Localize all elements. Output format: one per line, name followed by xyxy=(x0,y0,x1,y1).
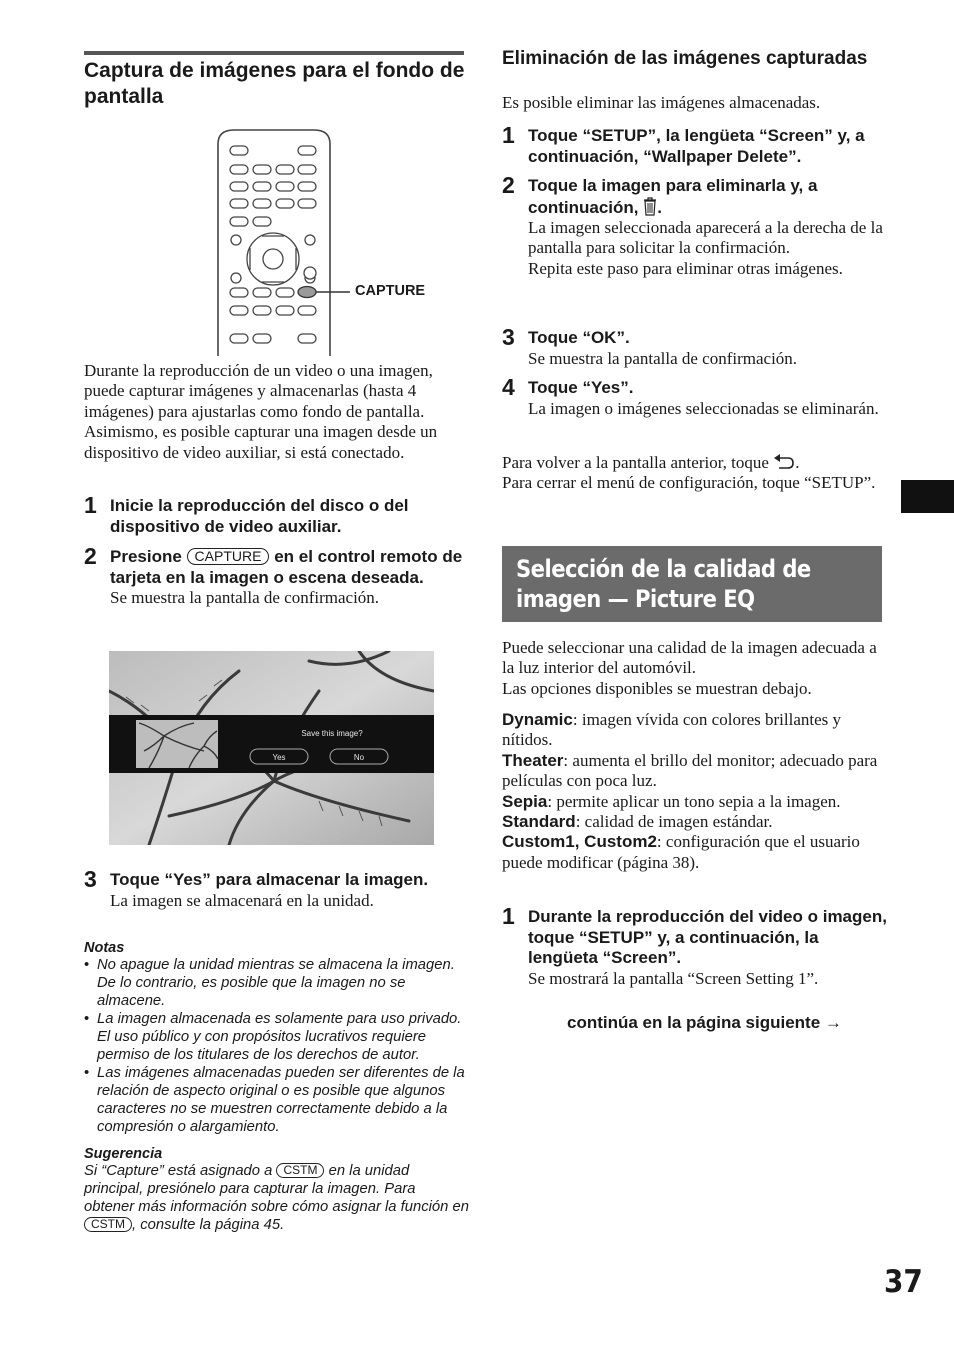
picture-eq-intro: Puede seleccionar una calidad de la imagen adecuada a la luz interior del automóvil. Las opciones disponibles se muestran debajo. xyxy=(502,638,877,698)
step-number: 3 xyxy=(84,866,97,892)
step-description: La imagen seleccionada aparecerá a la derecha de la pantalla para solicitar la confirmación. xyxy=(528,218,883,258)
step-description-extra: Repita este paso para eliminar otras imágenes. xyxy=(528,258,843,278)
note-item: • La imagen almacenada es solamente para uso privado. El uso público y con propósitos lucrativos requiere permiso de los titulares de los derechos de autor. xyxy=(84,1010,469,1064)
step-heading: Durante la reproducción del video o imagen, toque “SETUP” y, a continuación, la lengüeta “Screen”. xyxy=(528,907,887,967)
save-image-prompt: Save this image? xyxy=(301,729,363,738)
continue-note: continúa en la página siguiente → xyxy=(567,1013,842,1032)
picture-eq-options xyxy=(502,710,882,873)
capture-step-2 xyxy=(84,543,469,608)
section-heading-delete: Eliminación de las imágenes capturadas xyxy=(502,48,868,69)
step-heading: Inicie la reproducción del disco o del dispositivo de video auxiliar. xyxy=(110,496,409,536)
notes-title: Notas xyxy=(84,940,125,956)
capture-intro: Durante la reproducción de un video o una imagen, puede capturar imágenes y almacenarlas (hasta 4 imágenes) para ajustarlas como fondo de pantalla. Asimismo, es posible capturar una imagen desde un dispositivo de video auxiliar, si está conectado. xyxy=(84,361,438,462)
step-description: Se mostrará la pantalla “Screen Setting 1”. xyxy=(528,968,819,988)
delete-step-2 xyxy=(502,172,887,279)
step-heading: Toque “Yes” para almacenar la imagen. xyxy=(110,870,429,889)
delete-step-1 xyxy=(502,122,887,167)
step-description: Se muestra la pantalla de confirmación. xyxy=(528,348,798,368)
step-number: 3 xyxy=(502,324,515,350)
option-item: Dynamic: imagen vívida con colores brillantes y nítidos. xyxy=(502,710,842,750)
cstm-key: CSTM xyxy=(276,1163,324,1178)
capture-step-1 xyxy=(84,492,469,537)
option-item: Custom1, Custom2: configuración que el usuario puede modificar (página 38). xyxy=(502,832,860,872)
section-heading-capture: Captura de imágenes para el fondo de pantalla xyxy=(84,59,465,108)
cstm-key: CSTM xyxy=(84,1217,132,1232)
note-item: • Las imágenes almacenadas pueden ser diferentes de la relación de aspecto original o es posible que algunos caracteres no se muestren correctamente debido a la compresión o alargamiento. xyxy=(84,1064,469,1136)
step-heading: Toque la imagen para eliminarla y, a continuación, . xyxy=(528,176,818,217)
step-description: Se muestra la pantalla de confirmación. xyxy=(110,588,380,607)
note-item: • No apague la unidad mientras se almacena la imagen. De lo contrario, es posible que la imagen no se almacene. xyxy=(84,956,469,1010)
step-number: 1 xyxy=(502,903,515,929)
step-description: La imagen se almacenará en la unidad. xyxy=(110,890,374,910)
step-heading: Toque “SETUP”, la lengüeta “Screen” y, a continuación, “Wallpaper Delete”. xyxy=(528,126,865,166)
capture-screen-image xyxy=(109,651,434,845)
picture-eq-heading: Selección de la calidad de imagen — Picture EQ xyxy=(516,555,811,613)
tip-text: Si “Capture” está asignado a CSTM en la unidad principal, presiónelo para capturar la imagen. Para obtener más información sobre cómo asignar la función en CSTM , consulte la página 45. xyxy=(84,1163,469,1233)
step-number: 2 xyxy=(84,543,97,569)
step-description: La imagen o imágenes seleccionadas se eliminarán. xyxy=(528,398,879,418)
arrow-right-icon: → xyxy=(824,1013,842,1032)
delete-intro: Es posible eliminar las imágenes almacenadas. xyxy=(502,93,821,112)
delete-step-4 xyxy=(502,374,887,419)
chapter-tab xyxy=(901,480,954,513)
step-heading: Presione CAPTURE en el control remoto de tarjeta en la imagen o escena deseada. xyxy=(110,547,463,587)
option-item: Standard: calidad de imagen estándar. xyxy=(502,812,773,832)
dialog-no-label: No xyxy=(353,753,365,762)
step-heading: Toque “Yes”. xyxy=(528,378,634,397)
step-number: 1 xyxy=(502,122,515,148)
page-number: 37 xyxy=(884,1264,923,1300)
option-item: Theater: aumenta el brillo del monitor; adecuado para películas con poca luz. xyxy=(502,750,878,791)
trash-icon xyxy=(643,197,657,216)
step-number: 4 xyxy=(502,374,515,400)
return-instructions: Para volver a la pantalla anterior, toque . Para cerrar el menú de configuración, toque “SETUP”. xyxy=(502,453,876,493)
notes-block xyxy=(84,940,469,1234)
capture-key: CAPTURE xyxy=(187,548,270,565)
step-number: 1 xyxy=(84,492,97,518)
capture-step-3 xyxy=(84,866,469,911)
picture-eq-banner xyxy=(502,546,882,622)
capture-callout-label: CAPTURE xyxy=(355,283,426,299)
remote-control-illustration xyxy=(210,126,440,356)
picture-eq-step-1 xyxy=(502,903,887,989)
tip-title: Sugerencia xyxy=(84,1146,163,1162)
back-arrow-icon xyxy=(773,452,795,470)
delete-step-3 xyxy=(502,324,887,369)
step-number: 2 xyxy=(502,172,515,198)
dialog-yes-label: Yes xyxy=(272,753,286,762)
option-item: Sepia: permite aplicar un tono sepia a la imagen. xyxy=(502,791,841,811)
section-rule xyxy=(84,51,464,55)
step-heading: Toque “OK”. xyxy=(528,328,630,347)
